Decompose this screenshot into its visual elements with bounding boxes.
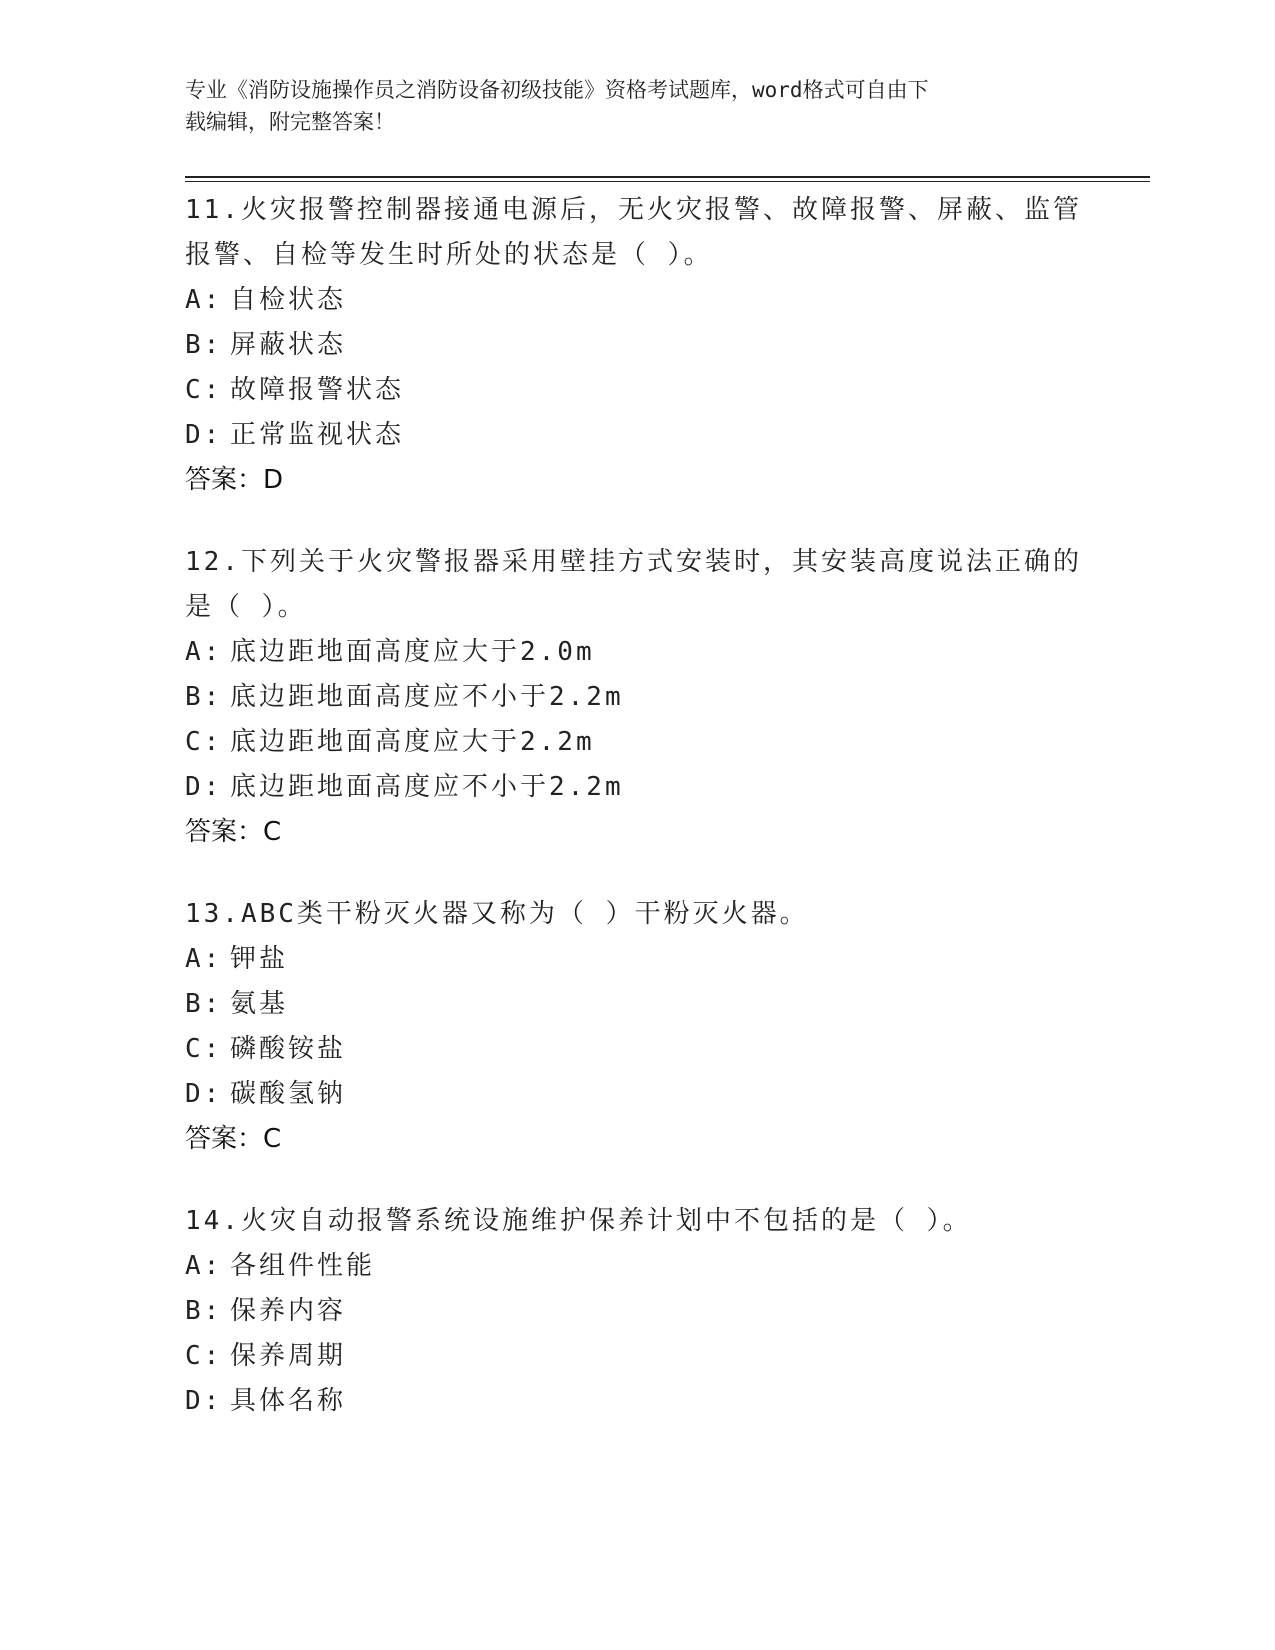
question-text: 火灾报警控制器接通电源后，无火灾报警、故障报警、屏蔽、监管报警、自检等发生时所处的状态是（ ）。 [185,195,1082,270]
header-divider-thin [185,181,1150,182]
option-text: 底边距地面高度应大于2.2m [230,727,595,757]
option-letter: A: [185,1251,223,1281]
option-text: 正常监视状态 [230,420,405,450]
question-item [185,1199,1105,1424]
answer-line [185,458,1105,503]
option-text: 保养周期 [230,1341,347,1371]
answer-label: 答案： [185,465,264,495]
option-text: 底边距地面高度应不小于2.2m [230,682,624,712]
option-text: 磷酸铵盐 [230,1034,347,1064]
option-letter: B: [185,989,223,1019]
header-divider-thick [185,176,1150,178]
question-number: 12. [185,547,241,577]
option-text: 保养内容 [230,1296,347,1326]
option-text: 碳酸氢钠 [230,1079,347,1109]
header-line-2: 载编辑，附完整答案！ [185,110,395,134]
question-text: 下列关于火灾警报器采用壁挂方式安装时，其安装高度说法正确的是（ ）。 [185,547,1082,622]
header-line-1: 专业《消防设施操作员之消防设备初级技能》资格考试题库，word格式可自由下 [185,78,929,102]
option-text: 氨基 [230,989,289,1019]
answer-line [185,1117,1105,1162]
question-number: 14. [185,1206,241,1236]
answer-option [185,368,1105,413]
answer-option [185,675,1105,720]
answer-option [185,630,1105,675]
question-text: ABC类干粉灭火器又称为（ ）干粉灭火器。 [240,899,809,929]
question-item [185,188,1105,503]
option-text: 故障报警状态 [230,375,405,405]
question-text: 火灾自动报警系统设施维护保养计划中不包括的是（ ）。 [240,1206,972,1236]
answer-option [185,1334,1105,1379]
option-letter: C: [185,727,223,757]
option-letter: B: [185,1296,223,1326]
option-letter: D: [185,1386,223,1416]
question-item [185,540,1105,855]
question-stem [185,188,1105,278]
question-number: 13. [185,899,241,929]
answer-option [185,278,1105,323]
answer-value: C [263,817,282,847]
option-letter: D: [185,772,223,802]
option-text: 底边距地面高度应大于2.0m [230,637,595,667]
answer-option [185,1027,1105,1072]
answer-option [185,937,1105,982]
answer-value: D [263,465,284,495]
option-text: 具体名称 [230,1386,347,1416]
option-text: 自检状态 [230,285,347,315]
answer-label: 答案： [185,817,264,847]
answer-value: C [263,1124,282,1154]
option-letter: C: [185,1034,223,1064]
option-letter: A: [185,285,223,315]
option-letter: D: [185,420,223,450]
question-number: 11. [185,195,241,225]
answer-option [185,1244,1105,1289]
option-text: 钾盐 [230,944,289,974]
answer-line [185,810,1105,855]
option-letter: A: [185,637,223,667]
answer-option [185,323,1105,368]
option-letter: D: [185,1079,223,1109]
answer-option [185,1072,1105,1117]
answer-label: 答案： [185,1124,264,1154]
question-stem [185,892,1105,937]
option-text: 屏蔽状态 [230,330,347,360]
answer-option [185,765,1105,810]
option-letter: C: [185,375,223,405]
answer-option [185,413,1105,458]
question-list [185,188,1105,1461]
option-letter: B: [185,682,223,712]
option-letter: C: [185,1341,223,1371]
question-stem [185,1199,1105,1244]
option-letter: A: [185,944,223,974]
answer-option [185,1379,1105,1424]
question-stem [185,540,1105,630]
option-text: 各组件性能 [230,1251,376,1281]
question-item [185,892,1105,1162]
option-text: 底边距地面高度应不小于2.2m [230,772,624,802]
answer-option [185,982,1105,1027]
answer-option [185,720,1105,765]
option-letter: B: [185,330,223,360]
document-header [185,74,1065,138]
answer-option [185,1289,1105,1334]
